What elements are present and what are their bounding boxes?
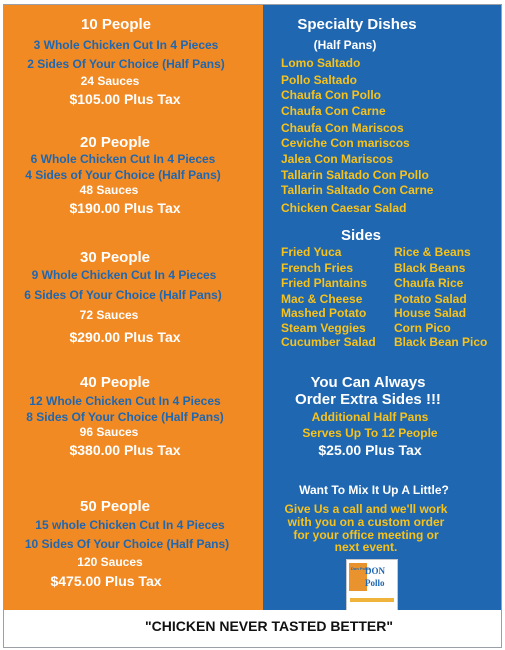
- logo-word-don: DON: [365, 566, 385, 576]
- sides-title: Sides: [340, 227, 382, 244]
- side-item: House Salad: [394, 306, 467, 320]
- package-sides: 4 Sides of Your Choice (Half Pans): [25, 168, 221, 182]
- flyer: [3, 4, 502, 648]
- don-pollo-logo: [346, 559, 398, 611]
- package-sides: 10 Sides Of Your Choice (Half Pans): [24, 537, 230, 551]
- side-item: Black Bean Pico: [394, 335, 488, 349]
- specialty-subtitle: (Half Pans): [313, 38, 377, 52]
- side-item: Steam Veggies: [281, 321, 366, 335]
- logo-small-text: Don Pollo: [351, 566, 370, 571]
- side-item: Cucumber Salad: [281, 335, 376, 349]
- slogan: "CHICKEN NEVER TASTED BETTER": [145, 618, 393, 634]
- extra-title: You Can Always: [310, 374, 426, 391]
- extra-line: Serves Up To 12 People: [302, 426, 438, 440]
- specialty-dish: Lomo Saltado: [281, 56, 361, 70]
- mix-line: with you on a custom order: [287, 515, 445, 529]
- specialty-dish: Jalea Con Mariscos: [281, 152, 394, 166]
- package-sauces: 48 Sauces: [79, 183, 139, 197]
- side-item: Fried Yuca: [281, 245, 342, 259]
- package-sauces: 96 Sauces: [79, 425, 139, 439]
- package-sauces: 72 Sauces: [79, 308, 139, 322]
- package-people: 10 People: [80, 16, 152, 33]
- package-sauces: 24 Sauces: [80, 74, 140, 88]
- side-item: Mashed Potato: [281, 306, 367, 320]
- package-people: 40 People: [79, 374, 151, 391]
- side-item: Mac & Cheese: [281, 292, 363, 306]
- side-item: Rice & Beans: [394, 245, 471, 259]
- package-sides: 6 Sides Of Your Choice (Half Pans): [24, 288, 222, 302]
- package-chicken: 15 whole Chicken Cut In 4 Pieces: [35, 518, 225, 532]
- package-people: 30 People: [79, 249, 151, 266]
- side-item: Potato Salad: [394, 292, 467, 306]
- package-price: $190.00 Plus Tax: [69, 200, 181, 216]
- package-sides: 2 Sides Of Your Choice (Half Pans): [27, 57, 225, 71]
- package-price: $105.00 Plus Tax: [69, 91, 181, 107]
- specialty-dish: Chaufa Con Mariscos: [281, 121, 404, 135]
- specialty-dish: Chaufa Con Carne: [281, 104, 386, 118]
- specialty-dish: Chicken Caesar Salad: [281, 201, 407, 215]
- package-price: $380.00 Plus Tax: [69, 442, 181, 458]
- package-chicken: 3 Whole Chicken Cut In 4 Pieces: [33, 38, 219, 52]
- packages-panel: [4, 5, 263, 610]
- mix-line: Give Us a call and we'll work: [284, 502, 448, 516]
- specialty-dish: Tallarin Saltado Con Carne: [281, 183, 434, 197]
- side-item: French Fries: [281, 261, 354, 275]
- specialty-dish: Tallarin Saltado Con Pollo: [281, 168, 429, 182]
- package-chicken: 9 Whole Chicken Cut In 4 Pieces: [31, 268, 217, 282]
- specialty-dish: Ceviche Con mariscos: [281, 136, 410, 150]
- logo-stripe: [350, 598, 394, 602]
- side-item: Corn Pico: [394, 321, 451, 335]
- extra-price: $25.00 Plus Tax: [318, 442, 422, 458]
- extra-title: Order Extra Sides !!!: [295, 391, 441, 408]
- mix-line: for your office meeting or: [293, 528, 439, 542]
- specialty-dish: Chaufa Con Pollo: [281, 88, 381, 102]
- mix-title: Want To Mix It Up A Little?: [299, 483, 449, 497]
- package-sauces: 120 Sauces: [77, 555, 143, 569]
- side-item: Chaufa Rice: [394, 276, 464, 290]
- extra-line: Additional Half Pans: [311, 410, 429, 424]
- specialty-title: Specialty Dishes: [297, 16, 417, 33]
- package-sides: 8 Sides Of Your Choice (Half Pans): [26, 410, 224, 424]
- package-chicken: 6 Whole Chicken Cut In 4 Pieces: [30, 152, 216, 166]
- side-item: Fried Plantains: [281, 276, 368, 290]
- package-people: 50 People: [79, 498, 151, 515]
- side-item: Black Beans: [394, 261, 466, 275]
- package-people: 20 People: [79, 134, 151, 151]
- logo-word-pollo: Pollo: [365, 578, 385, 588]
- specialty-dish: Pollo Saltado: [281, 73, 358, 87]
- package-price: $290.00 Plus Tax: [69, 329, 181, 345]
- mix-line: next event.: [334, 540, 398, 554]
- package-price: $475.00 Plus Tax: [50, 573, 162, 589]
- menu-panel: [263, 5, 501, 610]
- package-chicken: 12 Whole Chicken Cut In 4 Pieces: [29, 394, 221, 408]
